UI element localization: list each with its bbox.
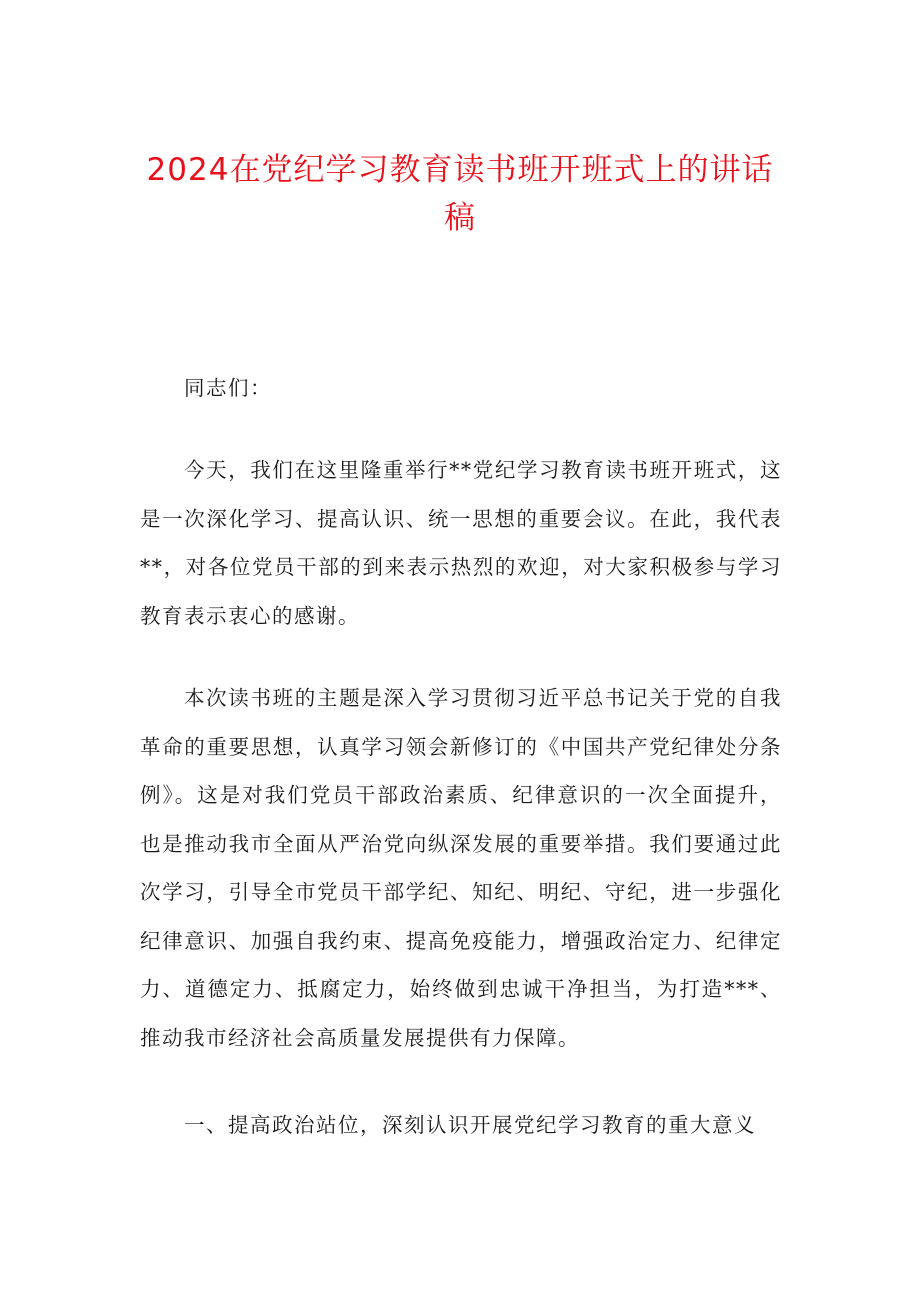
paragraph-2: 本次读书班的主题是深入学习贯彻习近平总书记关于党的自我革命的重要思想，认真学习领会新修订的《中国共产党纪律处分条例》。这是对我们党员干部政治素质、纪律意识的一次全面提升，也是推动我市全面从严治党向纵深发展的重要举措。我们要通过此次学习，引导全市党员干部学纪、知纪、明纪、守纪，进一步强化纪律意识、加强自我约束、提高免疫能力，增强政治定力、纪律定力、道德定力、抵腐定力，始终做到忠诚干净担当，为打造***、推动我市经济社会高质量发展提供有力保障。 [140,686,782,1050]
paragraph-1: 今天，我们在这里隆重举行**党纪学习教育读书班开班式，这是一次深化学习、提高认识、统一思想的重要会议。在此，我代表**，对各位党员干部的到来表示热烈的欢迎，对大家积极参与学习教育表示衷心的感谢。 [140,458,782,628]
document-title: 2024在党纪学习教育读书班开班式上的讲话稿 [146,152,774,236]
section-heading-1: 一、提高政治站位，深刻认识开展党纪学习教育的重大意义 [184,1113,756,1137]
salutation: 同志们： [184,376,272,400]
